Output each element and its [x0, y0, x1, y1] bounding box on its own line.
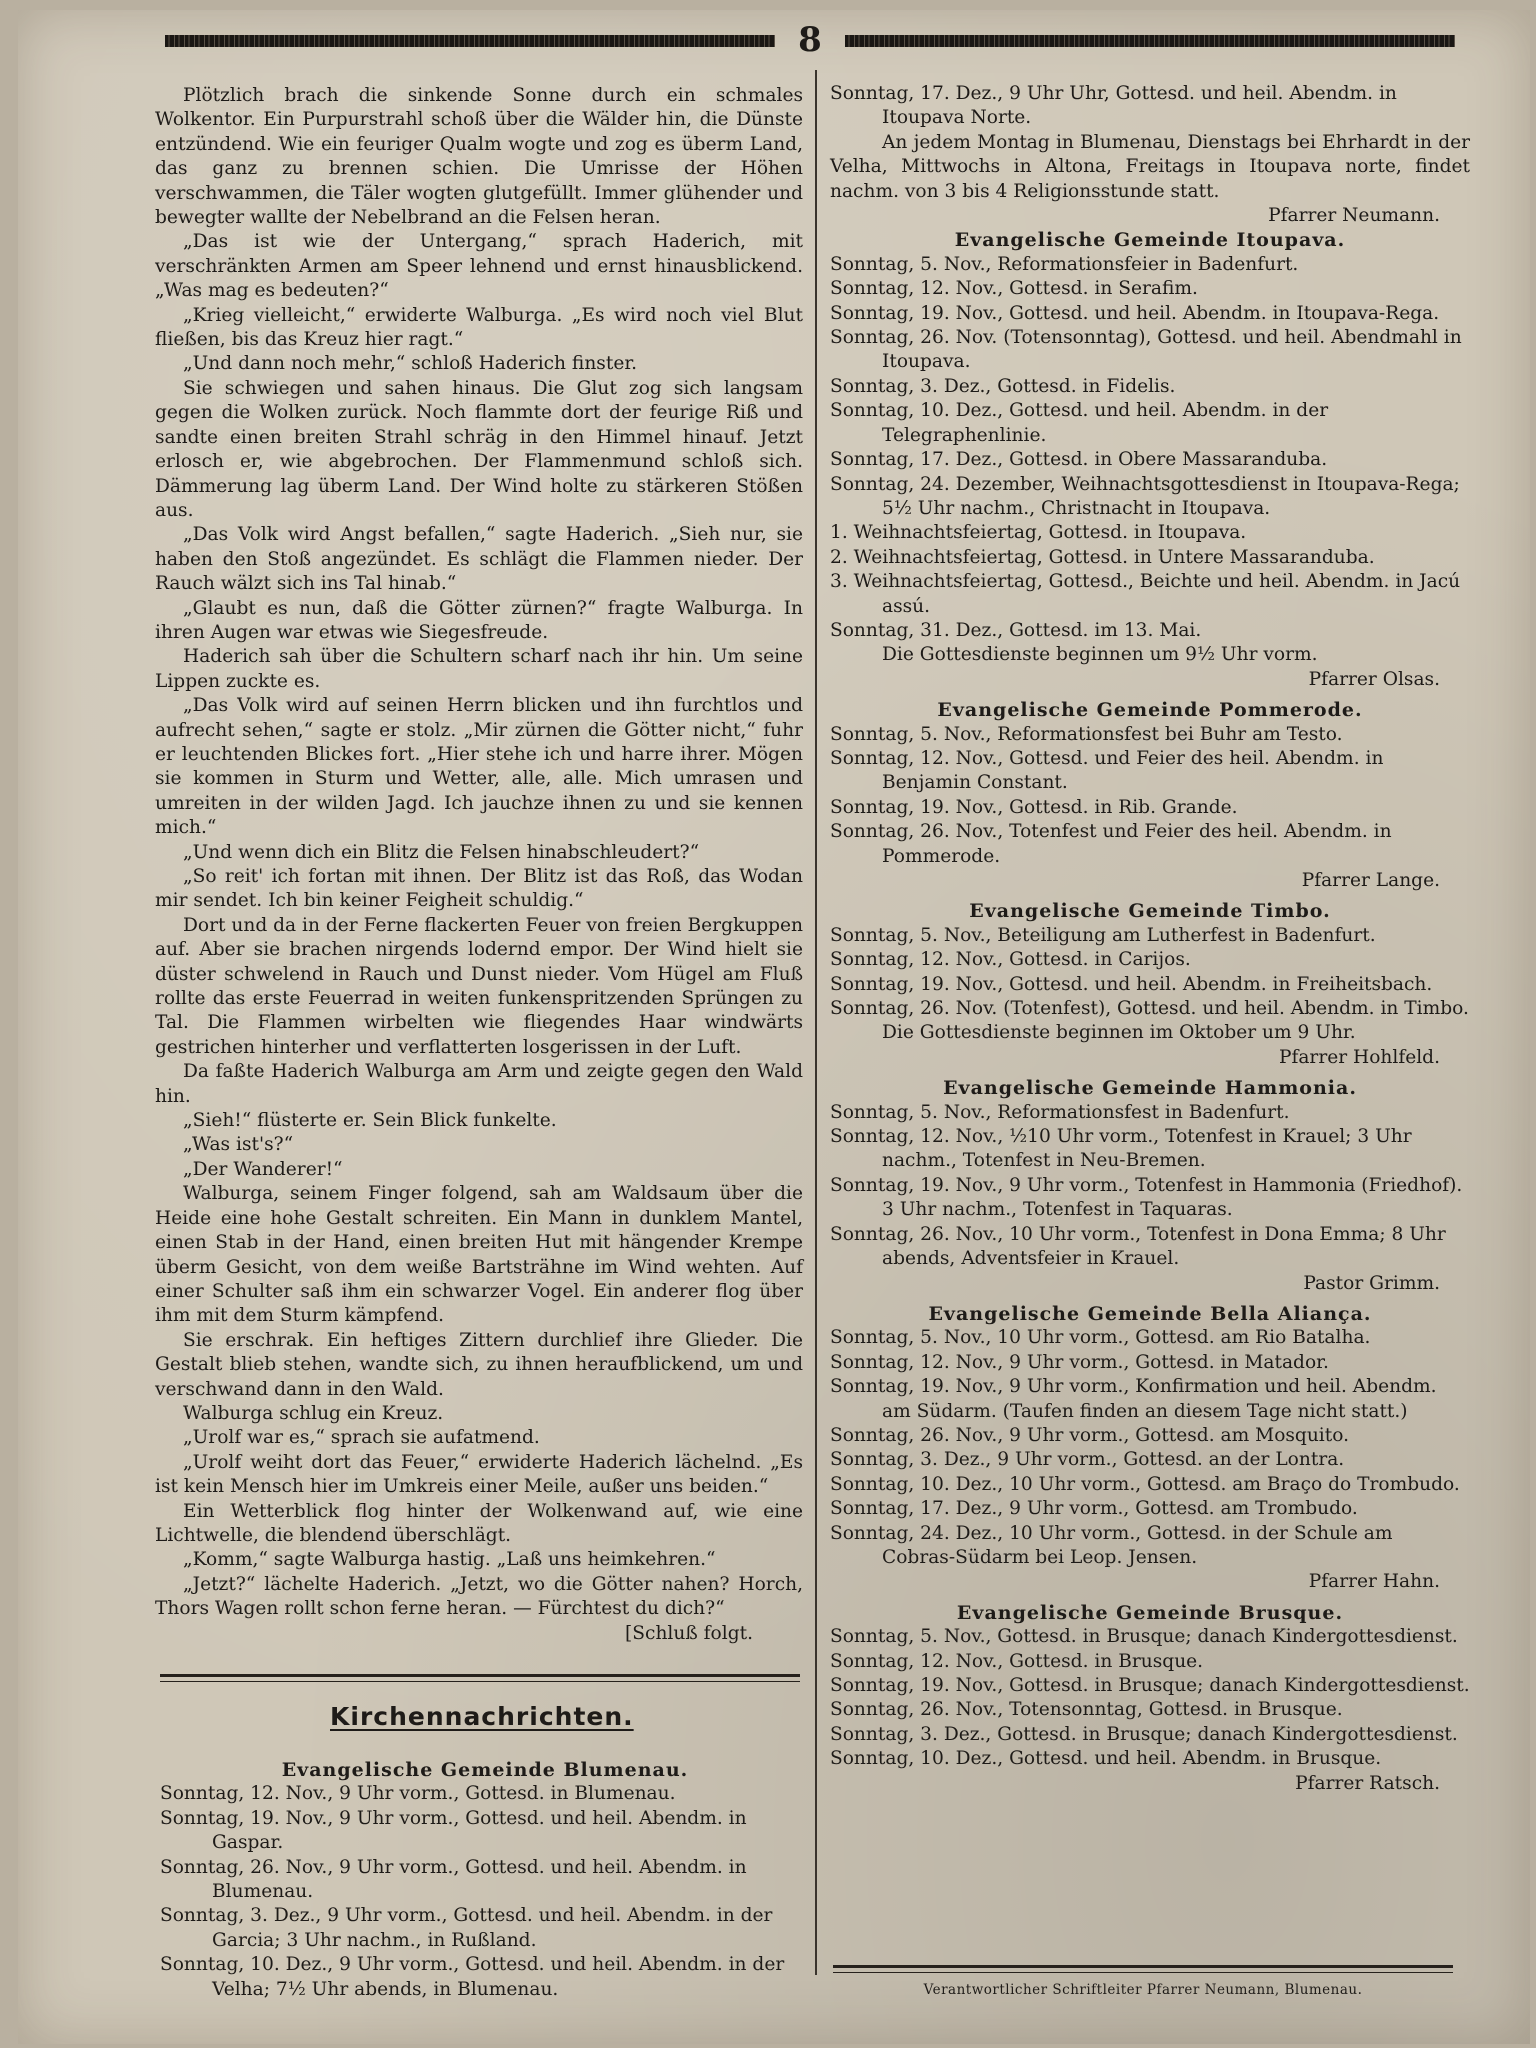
- story-paragraph: „Glaubt es nun, daß die Götter zürnen?“ fragte Walburga. In ihren Augen war etwas wie Siegesfreude.: [155, 597, 803, 643]
- service-entry: Sonntag, 24. Dezember, Weihnachtsgottesdienst in Itoupava-Rega; 5½ Uhr nachm., Christnacht in Itoupava.: [830, 473, 1460, 519]
- service-entry: Sonntag, 19. Nov., Gottesd. und heil. Abendm. in Itoupava-Rega.: [830, 302, 1440, 324]
- service-entry: Sonntag, 3. Dez., 9 Uhr vorm., Gottesd. an der Lontra.: [830, 1449, 1345, 1471]
- congregation-pommerode: [830, 698, 1470, 893]
- congregation-title: Evangelische Gemeinde Timbo.: [969, 900, 1331, 923]
- pastor-signature: Pfarrer Hohlfeld.: [1278, 1046, 1440, 1068]
- service-entry: Sonntag, 10. Dez., Gottesd. und heil. Abendm. in Brusque.: [830, 1748, 1382, 1770]
- service-entry: Sonntag, 3. Dez., Gottesd. in Brusque; danach Kindergottesdienst.: [830, 1723, 1458, 1745]
- congregation-title: Evangelische Gemeinde Bella Aliança.: [928, 1302, 1372, 1325]
- service-entry: Sonntag, 17. Dez., 9 Uhr Uhr, Gottesd. und heil. Abendm. in Itoupava Norte.: [830, 83, 1397, 129]
- story-paragraph: Walburga schlug ein Kreuz.: [183, 1402, 444, 1424]
- page-number: 8: [798, 20, 822, 60]
- service-entry: Sonntag, 5. Nov., Beteiligung am Lutherfest in Badenfurt.: [830, 924, 1376, 946]
- service-entry: Sonntag, 26. Nov., Totensonntag, Gottesd. in Brusque.: [830, 1699, 1343, 1721]
- story-paragraph: Sie schwiegen und sahen hinaus. Die Glut zog sich langsam gegen die Wolken zurück. Noch flammte dort der feurige Riß und sandte einen breiten Strahl schräg in den Himmel hinauf. Jetzt erlosch er, wie abgebrochen. Der Flammenmund schloß sich. Dämmerung lag überm Land. Der Wind holte zu stärkeren Stößen aus.: [155, 377, 803, 521]
- service-note: Die Gottesdienste beginnen im Oktober um 9 Uhr.: [882, 1022, 1356, 1044]
- footer-rule: [833, 1965, 1453, 1973]
- congregation-hammonia: [830, 1076, 1470, 1296]
- church-news-column: [830, 82, 1470, 1802]
- service-entry: Sonntag, 5. Nov., Gottesd. in Brusque; danach Kindergottesdienst.: [830, 1626, 1458, 1648]
- story-paragraph: „So reit' ich fortan mit ihnen. Der Blitz ist das Roß, das Wodan mir sendet. Ich bin keiner Feigheit schuldig.“: [155, 866, 803, 912]
- service-entry: Sonntag, 5. Nov., Reformationsfest bei Buhr am Testo.: [830, 723, 1343, 745]
- service-entry: 3. Weihnachtsfeiertag, Gottesd., Beichte und heil. Abendm. in Jacú assú.: [830, 571, 1461, 617]
- service-entry: Sonntag, 10. Dez., 9 Uhr vorm., Gottesd. und heil. Abendm. in der Velha; 7½ Uhr abends, in Blumenau.: [160, 1954, 785, 2000]
- service-entry: Sonntag, 17. Dez., Gottesd. in Obere Massaranduba.: [830, 449, 1328, 471]
- column-divider: [815, 70, 817, 1975]
- service-entry: Sonntag, 12. Nov., 9 Uhr vorm., Gottesd. in Blumenau.: [160, 1783, 676, 1805]
- pastor-signature: Pfarrer Hahn.: [1308, 1571, 1440, 1593]
- story-paragraph: Plötzlich brach die sinkende Sonne durch ein schmales Wolkentor. Ein Purpurstrahl schoß über die Wälder hin, die Dünste entzündend. Wie ein feuriger Qualm wogte und zog es überm Land, das ganz zu brennen schien. Die Umrisse der Höhen verschwammen, die Täler wogten glutgefüllt. Immer glühender und bewegter wallte der Nebelbrand an die Felsen heran.: [155, 85, 803, 229]
- service-entry: Sonntag, 10. Dez., Gottesd. und heil. Abendm. in der Telegraphenlinie.: [830, 400, 1329, 446]
- header-rule-left: [165, 35, 775, 47]
- service-entry: Sonntag, 31. Dez., Gottesd. im 13. Mai.: [830, 619, 1202, 641]
- story-paragraph: Ein Wetterblick flog hinter der Wolkenwand auf, wie eine Lichtwelle, die blendend überschlägt.: [155, 1500, 803, 1546]
- pastor-signature: Pfarrer Lange.: [1301, 870, 1440, 891]
- congregation-bella-alianca: [830, 1302, 1470, 1595]
- service-entry: Sonntag, 26. Nov. (Totensonntag), Gottesd. und heil. Abendmahl in Itoupava.: [830, 327, 1462, 373]
- service-entry: Sonntag, 12. Nov., Gottesd. in Carijos.: [830, 949, 1191, 971]
- story-paragraph: „Urolf war es,“ sprach sie aufatmend.: [183, 1427, 540, 1449]
- service-entry: Sonntag, 10. Dez., 10 Uhr vorm., Gottesd. am Braço do Trombudo.: [830, 1473, 1460, 1495]
- service-entry: 1. Weihnachtsfeiertag, Gottesd. in Itoupava.: [830, 522, 1247, 544]
- pastor-signature: Pfarrer Neumann.: [1268, 205, 1440, 227]
- story-paragraph: „Das Volk wird Angst befallen,“ sagte Haderich. „Sieh nur, sie haben den Stoß angezündet. Es schlägt die Flammen nieder. Der Rauch wälzt sich ins Tal hinab.“: [155, 524, 803, 595]
- story-paragraph: „Sieh!“ flüsterte er. Sein Blick funkelte.: [183, 1110, 557, 1132]
- congregation-brusque: [830, 1601, 1470, 1796]
- service-entry: Sonntag, 19. Nov., 9 Uhr vorm., Konfirmation und heil. Abendm. am Südarm. (Taufen finden an diesem Tage nicht statt.): [830, 1376, 1437, 1422]
- story-paragraph: „Das Volk wird auf seinen Herrn blicken und ihn furchtlos und aufrecht sehen,“ sagte er stolz. „Mir zürnen die Götter nicht,“ fuhr er leuchtenden Blickes fort. „Hier stehe ich und harre ihrer. Mögen sie kommen in Sturm und Wetter, alle, alle. Mich umrasen und umreiten in der wilden Jagd. Ich jauchze ihnen zu und sie kennen mich.“: [155, 695, 803, 839]
- service-entry: Sonntag, 12. Nov., Gottesd. in Serafim.: [830, 278, 1198, 300]
- service-entry: Sonntag, 12. Nov., ½10 Uhr vorm., Totenfest in Krauel; 3 Uhr nachm., Totenfest in Neu-Bremen.: [830, 1126, 1412, 1172]
- page-header: [165, 20, 1455, 60]
- story-paragraph: „Urolf weiht dort das Feuer,“ erwiderte Haderich lächelnd. „Es ist kein Mensch hier im Umkreis einer Meile, außer uns beiden.“: [155, 1451, 803, 1498]
- congregation-title: Evangelische Gemeinde Hammonia.: [943, 1077, 1357, 1100]
- service-entry: Sonntag, 17. Dez., 9 Uhr vorm., Gottesd. am Trombudo.: [830, 1498, 1358, 1520]
- congregation-itoupava: [830, 228, 1470, 692]
- service-entry: Sonntag, 24. Dez., 10 Uhr vorm., Gottesd. in der Schule am Cobras-Südarm bei Leop. Jensen.: [830, 1522, 1393, 1568]
- service-entry: Sonntag, 12. Nov., 9 Uhr vorm., Gottesd. in Matador.: [830, 1351, 1329, 1373]
- story-paragraph: Walburga, seinem Finger folgend, sah am Waldsaum über die Heide eine hohe Gestalt schreiten. Ein Mann in dunklem Mantel, einen Stab in der Hand, einen breiten Hut mit hängender Krempe überm Gesicht, von dem weiße Bartsträhne im Wind wehten. Auf einer Schulter saß ihm ein schwarzer Vogel. Ein anderer flog über ihm mit dem Sturm kämpfend.: [155, 1183, 803, 1327]
- story-paragraph: „Krieg vielleicht,“ erwiderte Walburga. „Es wird noch viel Blut fließen, bis das Kreuz hier ragt.“: [155, 304, 803, 351]
- story-paragraph: „Jetzt?“ lächelte Haderich. „Jetzt, wo die Götter nahen? Horch, Thors Wagen rollt schon ferne heran. — Fürchtest du dich?“: [155, 1573, 803, 1620]
- story-paragraph: Sie erschrak. Ein heftiges Zittern durchlief ihre Glieder. Die Gestalt blieb stehen, wandte sich, zu ihnen heraufblickend, um und verschwand dann in den Wald.: [155, 1329, 803, 1400]
- service-entry: Sonntag, 19. Nov., 9 Uhr vorm., Gottesd. und heil. Abendm. in Gaspar.: [160, 1807, 747, 1854]
- story-paragraph: „Und wenn dich ein Blitz die Felsen hinabschleudert?“: [183, 841, 700, 863]
- story-paragraph: „Der Wanderer!“: [183, 1158, 343, 1180]
- story-paragraph: Haderich sah über die Schultern scharf nach ihr hin. Um seine Lippen zuckte es.: [155, 646, 803, 692]
- religion-class-note: An jedem Montag in Blumenau, Dienstags bei Ehrhardt in der Velha, Mittwochs in Altona, Freitags in Itoupava norte, findet nachm. von 3 bis 4 Religionsstunde statt.: [830, 131, 1470, 202]
- service-entry: Sonntag, 26. Nov., Totenfest und Feier des heil. Abendm. in Pommerode.: [830, 821, 1392, 867]
- congregation-timbo: [830, 899, 1470, 1070]
- service-entry: Sonntag, 5. Nov., 10 Uhr vorm., Gottesd. am Rio Batalha.: [830, 1327, 1371, 1349]
- story-paragraph: Da faßte Haderich Walburga am Arm und zeigte gegen den Wald hin.: [155, 1061, 803, 1107]
- story-paragraph: „Was ist's?“: [183, 1134, 294, 1156]
- continued-note: [Schluß folgt.: [625, 1622, 753, 1644]
- service-entry: 2. Weihnachtsfeiertag, Gottesd. in Untere Massaranduba.: [830, 546, 1375, 568]
- service-entry: Sonntag, 5. Nov., Reformationsfest in Badenfurt.: [830, 1101, 1290, 1123]
- section-title: Kirchennachrichten.: [330, 1702, 634, 1731]
- editor-footer: Verantwortlicher Schriftleiter Pfarrer Neumann, Blumenau.: [923, 1982, 1363, 1998]
- story-paragraph: Dort und da in der Ferne flackerten Feuer von freien Bergkuppen auf. Aber sie brachen nirgends lodernd empor. Der Wind hielt sie düster schwelend in Rauch und Dunst nieder. Vom Hügel am Fluß rollte das erste Feuerrad in weiten funkenspritzenden Sprüngen zu Tal. Die Flammen wirbelten wie fliegendes Haar windwärts gestrichen hinterher und verflatterten losgerissen in der Luft.: [155, 914, 804, 1058]
- service-entry: Sonntag, 26. Nov., 10 Uhr vorm., Totenfest in Dona Emma; 8 Uhr abends, Adventsfeier in Krauel.: [830, 1223, 1446, 1270]
- service-entry: Sonntag, 26. Nov., 9 Uhr vorm., Gottesd. und heil. Abendm. in Blumenau.: [160, 1856, 747, 1903]
- congregation-title: Evangelische Gemeinde Brusque.: [956, 1601, 1344, 1624]
- pastor-signature: Pastor Grimm.: [1303, 1272, 1440, 1294]
- service-entry: Sonntag, 3. Dez., Gottesd. in Fidelis.: [830, 375, 1176, 397]
- section-rule: [160, 1674, 800, 1682]
- service-entry: Sonntag, 3. Dez., 9 Uhr vorm., Gottesd. und heil. Abendm. in der Garcia; 3 Uhr nachm., in Rußland.: [160, 1905, 773, 1951]
- story-paragraph: „Das ist wie der Untergang,“ sprach Haderich, mit verschränkten Armen am Speer lehnend und ernst hinausblickend. „Was mag es bedeuten?“: [155, 231, 803, 302]
- story-paragraph: „Und dann noch mehr,“ schloß Haderich finster.: [183, 353, 638, 375]
- service-entry: Sonntag, 26. Nov. (Totenfest), Gottesd. und heil. Abendm. in Timbo.: [830, 998, 1469, 1020]
- service-entry: Sonntag, 19. Nov., Gottesd. in Rib. Grande.: [830, 796, 1238, 818]
- pastor-signature: Pfarrer Ratsch.: [1295, 1772, 1440, 1794]
- congregation-title: Evangelische Gemeinde Pommerode.: [937, 699, 1363, 722]
- service-entry: Sonntag, 12. Nov., Gottesd. und Feier des heil. Abendm. in Benjamin Constant.: [830, 747, 1384, 794]
- service-entry: Sonntag, 12. Nov., Gottesd. in Brusque.: [830, 1650, 1204, 1672]
- pastor-signature: Pfarrer Olsas.: [1308, 668, 1440, 690]
- service-entry: Sonntag, 5. Nov., Reformationsfeier in Badenfurt.: [830, 253, 1299, 275]
- service-entry: Sonntag, 19. Nov., Gottesd. und heil. Abendm. in Freiheitsbach.: [830, 973, 1433, 995]
- service-entry: Sonntag, 19. Nov., 9 Uhr vorm., Totenfest in Hammonia (Friedhof). 3 Uhr nachm., Totenfest in Taquaras.: [830, 1174, 1463, 1221]
- service-entry: Sonntag, 19. Nov., Gottesd. in Brusque; danach Kindergottesdienst.: [830, 1675, 1470, 1696]
- header-rule-right: [845, 35, 1455, 47]
- story-paragraph: „Komm,“ sagte Walburga hastig. „Laß uns heimkehren.“: [183, 1549, 716, 1571]
- story-column: [155, 84, 803, 1646]
- service-note: Die Gottesdienste beginnen um 9½ Uhr vorm.: [882, 644, 1318, 666]
- congregation-title: Evangelische Gemeinde Itoupava.: [954, 229, 1346, 252]
- congregation-blumenau: [160, 1758, 810, 2002]
- service-entry: Sonntag, 26. Nov., 9 Uhr vorm., Gottesd. am Mosquito.: [830, 1424, 1350, 1446]
- congregation-title: Evangelische Gemeinde Blumenau.: [281, 1759, 689, 1781]
